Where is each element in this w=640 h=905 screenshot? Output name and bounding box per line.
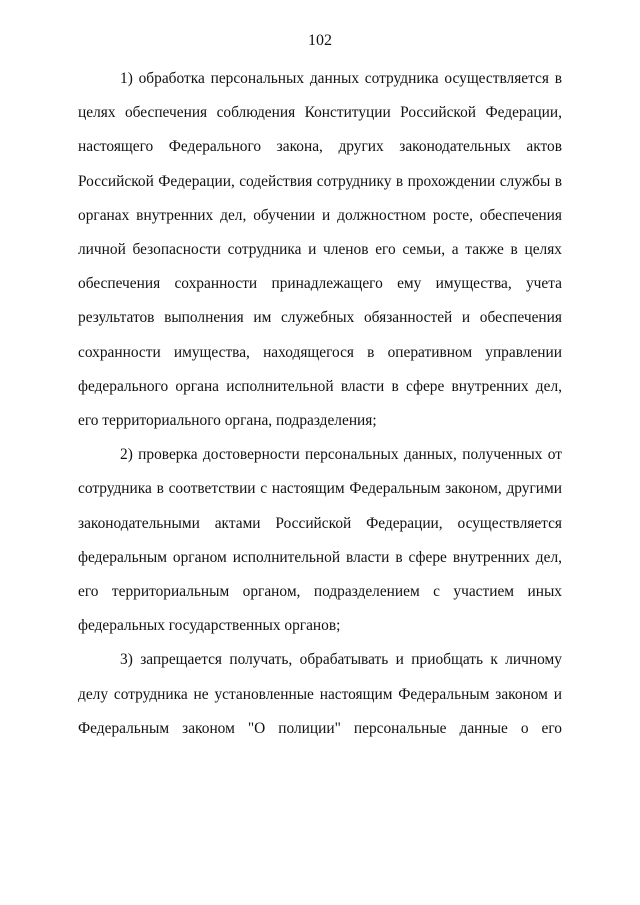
paragraph-2: 2) проверка достоверности персональных данных, полученных от сотрудника в соответствии с настоящим Федеральным законом, другими законодательными актами Российской Федерации, осуществляется федеральным органом исполнительной власти в сфере внутренних дел, его территориальным органом, подразделением с участием иных федеральных государственных органов; (78, 446, 562, 635)
document-body (78, 62, 562, 746)
paragraph-3: 3) запрещается получать, обрабатывать и приобщать к личному делу сотрудника не установленные настоящим Федеральным законом и Федеральным законом "О полиции" персональные данные о его (78, 651, 562, 737)
paragraph-1: 1) обработка персональных данных сотрудника осуществляется в целях обеспечения соблюдения Конституции Российской Федерации, настоящего Федерального закона, других законодательных актов Российской Федерации, содействия сотруднику в прохождении службы в органах внутренних дел, обучении и должностном росте, обеспечения личной безопасности сотрудника и членов его семьи, а также в целях обеспечения сохранности принадлежащего ему имущества, учета результатов выполнения им служебных обязанностей и обеспечения сохранности имущества, находящегося в оперативном управлении федерального органа исполнительной власти в сфере внутренних дел, его территориального органа, подразделения; (78, 70, 562, 430)
page-number: 102 (308, 32, 332, 49)
